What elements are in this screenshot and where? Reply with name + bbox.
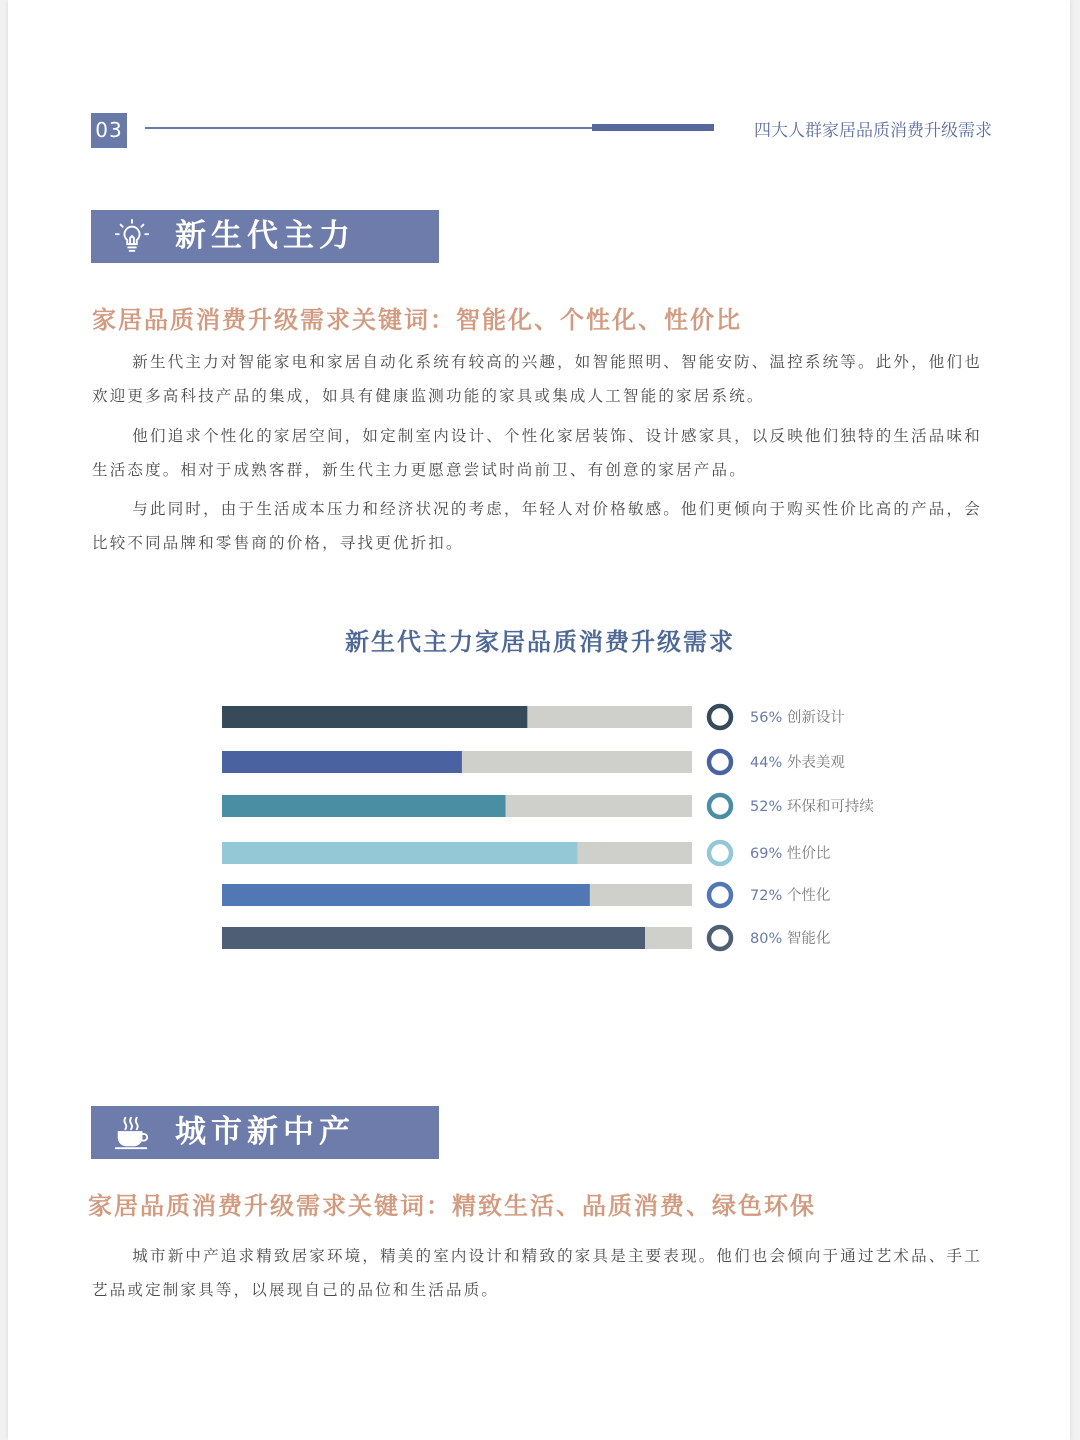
bar-label: [750, 753, 845, 771]
ring-marker: [709, 795, 731, 817]
value-label: 44%: [750, 755, 787, 771]
value-label: 69%: [750, 846, 787, 862]
section-header-urban-middle-class: [91, 1106, 439, 1159]
chart-title: 新生代主力家居品质消费升级需求: [345, 628, 735, 656]
bar: [222, 927, 645, 949]
coffee-cup-icon: [113, 1114, 151, 1152]
ring-marker: [709, 751, 731, 773]
category-label: 个性化: [786, 888, 831, 904]
bar: [222, 884, 590, 906]
bar: [222, 706, 527, 728]
bar-label: [750, 930, 830, 947]
page-number: 03: [91, 113, 127, 148]
category-label: 环保和可持续: [786, 799, 874, 815]
document-title: 四大人群家居品质消费升级需求: [754, 121, 992, 141]
header-rule-accent: [592, 124, 714, 131]
bar-label: [750, 845, 830, 862]
bar-label: [750, 709, 845, 726]
bar-chart: [0, 690, 1080, 970]
ring-marker: [709, 842, 731, 864]
keywords-heading: 家居品质消费升级需求关键词：精致生活、品质消费、绿色环保: [88, 1192, 816, 1220]
value-label: 52%: [750, 799, 787, 815]
ring-marker: [709, 927, 731, 949]
category-label: 外表美观: [786, 755, 845, 771]
section-title: 新生代主力: [175, 218, 355, 254]
bar: [222, 795, 506, 817]
bar-label: [750, 798, 874, 815]
bar-label: [750, 887, 830, 904]
section-title: 城市新中产: [175, 1114, 355, 1150]
ring-marker: [709, 706, 731, 728]
section-header-gen-z: [91, 210, 439, 263]
paragraph: 与此同时，由于生活成本压力和经济状况的考虑，年轻人对价格敏感。他们更倾向于购买性价比高的产品，会比较不同品牌和零售商的价格，寻找更优折扣。: [92, 500, 982, 552]
category-label: 创新设计: [786, 710, 845, 726]
paragraph: 他们追求个性化的家居空间，如定制室内设计、个性化家居装饰、设计感家具，以反映他们独特的生活品味和生活态度。相对于成熟客群，新生代主力更愿意尝试时尚前卫、有创意的家居产品。: [92, 427, 982, 479]
category-label: 性价比: [786, 846, 831, 862]
value-label: 80%: [750, 931, 787, 947]
bar: [222, 751, 462, 773]
value-label: 72%: [750, 888, 787, 904]
keywords-heading: 家居品质消费升级需求关键词：智能化、个性化、性价比: [92, 306, 742, 334]
category-label: 智能化: [786, 931, 831, 947]
ring-marker: [709, 884, 731, 906]
bar: [222, 842, 577, 864]
paragraph: 新生代主力对智能家电和家居自动化系统有较高的兴趣，如智能照明、智能安防、温控系统等。此外，他们也欢迎更多高科技产品的集成，如具有健康监测功能的家具或集成人工智能的家居系统。: [92, 353, 982, 405]
paragraph: 城市新中产追求精致居家环境，精美的室内设计和精致的家具是主要表现。他们也会倾向于通过艺术品、手工艺品或定制家具等，以展现自己的品位和生活品质。: [92, 1247, 982, 1299]
lightbulb-icon: [113, 218, 151, 256]
value-label: 56%: [750, 710, 787, 726]
